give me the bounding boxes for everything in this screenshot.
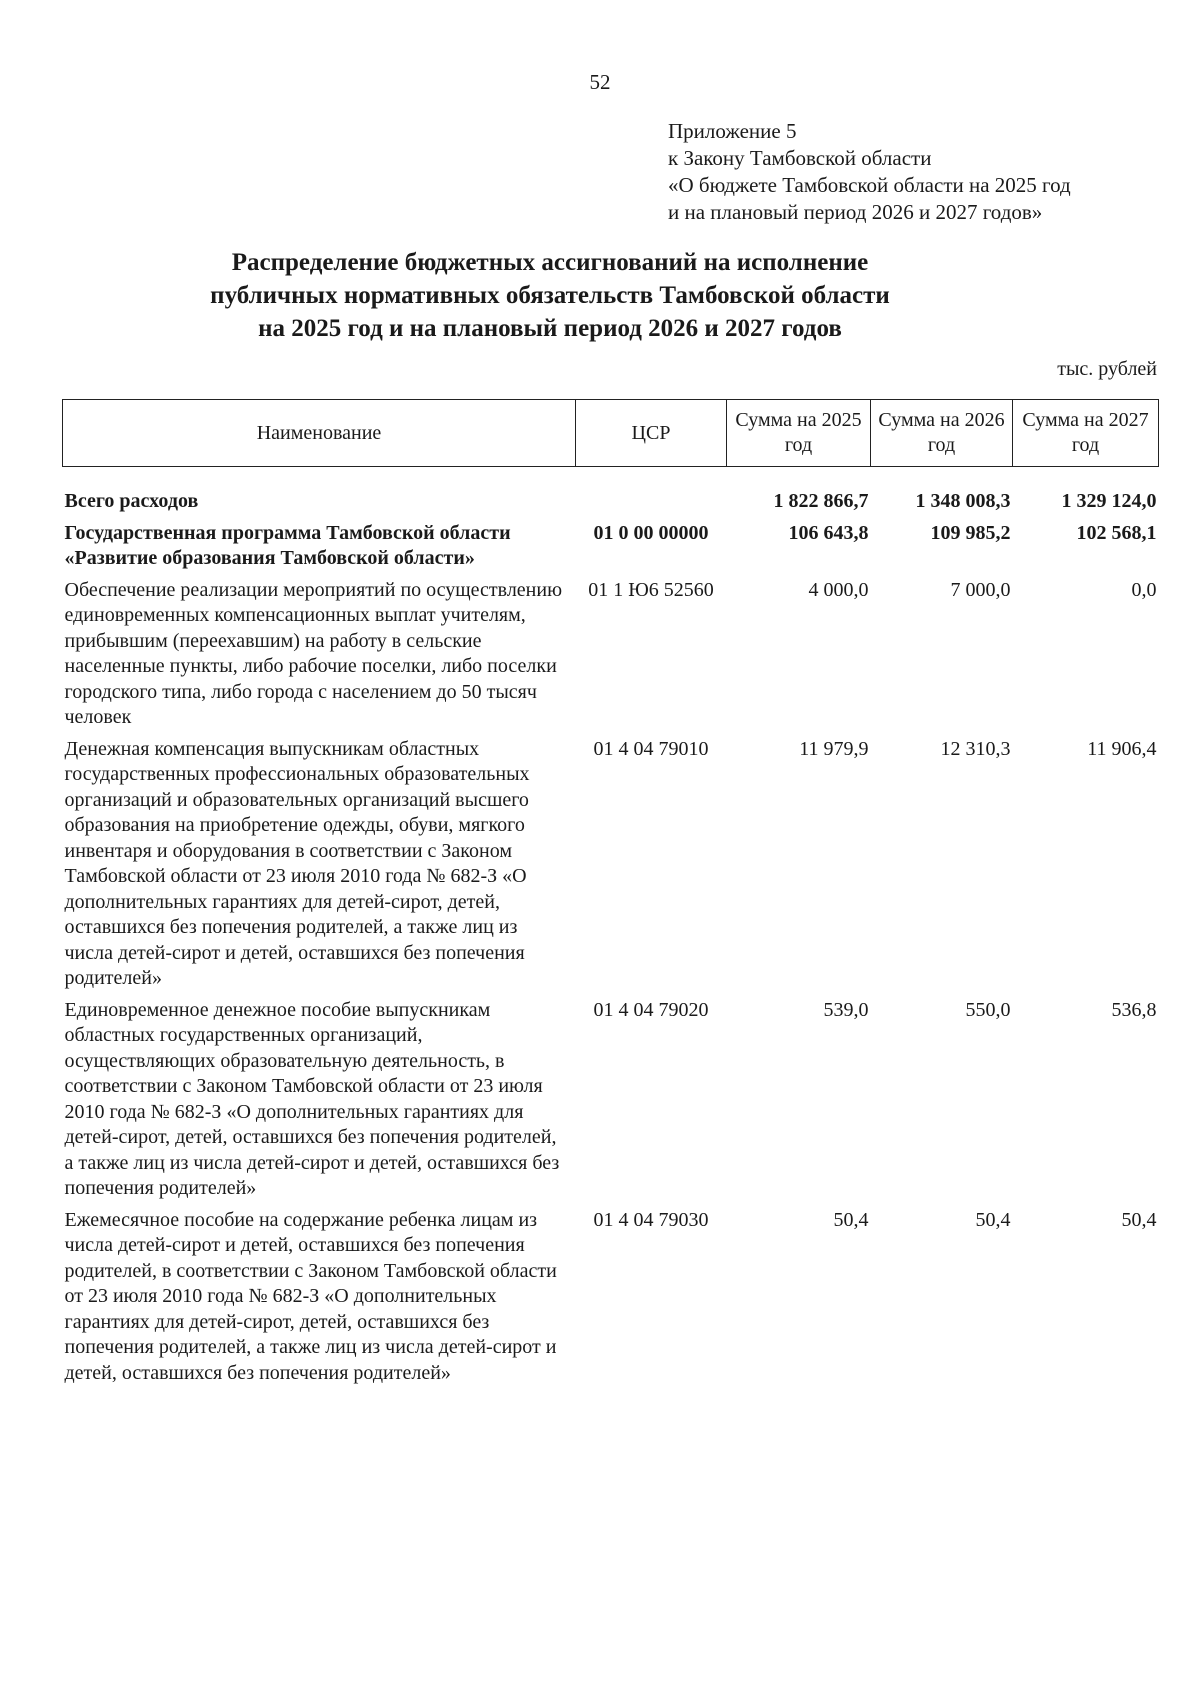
row-sum-2025: 11 979,9 bbox=[799, 737, 869, 760]
table-row bbox=[63, 737, 1159, 998]
units-label: тыс. рублей bbox=[1057, 358, 1157, 380]
row-csr: 01 4 04 79010 bbox=[593, 737, 709, 760]
row-name: Ежемесячное пособие на содержание ребенка лицам из числа детей-сирот и детей, оставшихся без попечения родителей, в соответствии с Законом Тамбовской области от 23 июля 2010 года № 682-З «О дополнительных гарантиях для детей-сирот, детей, оставшихся без попечения родителей, а также лиц из числа детей-сирот и детей, оставшихся без попечения родителей» bbox=[64, 1208, 557, 1384]
row-sum-2026: 550,0 bbox=[965, 998, 1011, 1021]
row-sum-2025: 106 643,8 bbox=[788, 521, 869, 544]
table-body bbox=[63, 467, 1159, 1393]
header-sum-2026: Сумма на 2026 год bbox=[871, 400, 1013, 467]
row-name: Всего расходов bbox=[64, 490, 199, 512]
appendix-line: «О бюджете Тамбовской области на 2025 год bbox=[668, 173, 1071, 197]
row-csr: 01 4 04 79030 bbox=[593, 1208, 709, 1231]
row-name: Денежная компенсация выпускникам областных государственных профессиональных образовательных организаций и образовательных организаций высшего образования на приобретение одежды, обуви, мягкого инвентаря и оборудования в соответствии с Законом Тамбовской области от 23 июля 2010 года № 682-З «О дополнительных гарантиях для детей-сирот, детей, оставшихся без попечения родителей, а также лиц из числа детей-сирот и детей, оставшихся без попечения родителей» bbox=[64, 737, 530, 989]
row-sum-2027: 50,4 bbox=[1121, 1208, 1157, 1231]
row-name: Единовременное денежное пособие выпускникам областных государственных организаций, осуществляющих образовательную деятельность, в соответствии с Законом Тамбовской области от 23 июля 2010 года № 682-З «О дополнительных гарантиях для детей-сирот, детей, оставшихся без попечения родителей, а также лиц из числа детей-сирот и детей, оставшихся без попечения родителей» bbox=[64, 998, 560, 1199]
title-line: на 2025 год и на плановый период 2026 и 2027 годов bbox=[258, 315, 842, 342]
header-sum-2025: Сумма на 2025 год bbox=[727, 400, 871, 467]
header-csr: ЦСР bbox=[576, 400, 727, 467]
budget-table bbox=[62, 399, 1159, 1392]
appendix-note bbox=[668, 118, 1071, 226]
appendix-line: к Закону Тамбовской области bbox=[668, 146, 932, 170]
row-sum-2027: 11 906,4 bbox=[1087, 737, 1157, 760]
title-line: Распределение бюджетных ассигнований на исполнение bbox=[231, 249, 869, 276]
header-name: Наименование bbox=[63, 400, 576, 467]
row-sum-2026: 1 348 008,3 bbox=[915, 490, 1011, 512]
row-sum-2027: 102 568,1 bbox=[1076, 521, 1157, 544]
appendix-line: Приложение 5 bbox=[668, 119, 797, 143]
row-sum-2027: 0,0 bbox=[1131, 578, 1157, 601]
appendix-line: и на плановый период 2026 и 2027 годов» bbox=[668, 200, 1043, 224]
title-line: публичных нормативных обязательств Тамбовской области bbox=[210, 282, 890, 309]
row-csr bbox=[576, 467, 727, 521]
page-number: 52 bbox=[589, 70, 611, 94]
row-sum-2026: 12 310,3 bbox=[940, 737, 1011, 760]
row-sum-2025: 1 822 866,7 bbox=[773, 490, 869, 512]
header-sum-2027: Сумма на 2027 год bbox=[1013, 400, 1159, 467]
row-name: Обеспечение реализации мероприятий по осуществлению единовременных компенсационных выплат учителям, прибывшим (переехавшим) на работу в сельские населенные пункты, либо рабочие поселки, либо поселки городского типа, либо города с населением до 50 тысяч человек bbox=[64, 578, 563, 728]
row-sum-2027: 1 329 124,0 bbox=[1061, 490, 1157, 512]
table-row-program bbox=[63, 521, 1159, 578]
row-sum-2025: 4 000,0 bbox=[808, 578, 869, 601]
table-row bbox=[63, 1208, 1159, 1393]
table-header bbox=[63, 400, 1159, 467]
row-sum-2025: 50,4 bbox=[833, 1208, 869, 1231]
document-title bbox=[150, 246, 950, 345]
row-sum-2026: 109 985,2 bbox=[930, 521, 1011, 544]
row-csr: 01 0 00 00000 bbox=[593, 521, 709, 544]
row-csr: 01 1 Ю6 52560 bbox=[588, 578, 714, 601]
row-name: Государственная программа Тамбовской области «Развитие образования Тамбовской области» bbox=[64, 521, 511, 569]
table-row bbox=[63, 578, 1159, 737]
row-sum-2025: 539,0 bbox=[823, 998, 869, 1021]
table-row-total bbox=[63, 467, 1159, 521]
table-row bbox=[63, 998, 1159, 1208]
row-sum-2026: 50,4 bbox=[975, 1208, 1011, 1231]
row-sum-2027: 536,8 bbox=[1111, 998, 1157, 1021]
row-sum-2026: 7 000,0 bbox=[950, 578, 1011, 601]
row-csr: 01 4 04 79020 bbox=[593, 998, 709, 1021]
